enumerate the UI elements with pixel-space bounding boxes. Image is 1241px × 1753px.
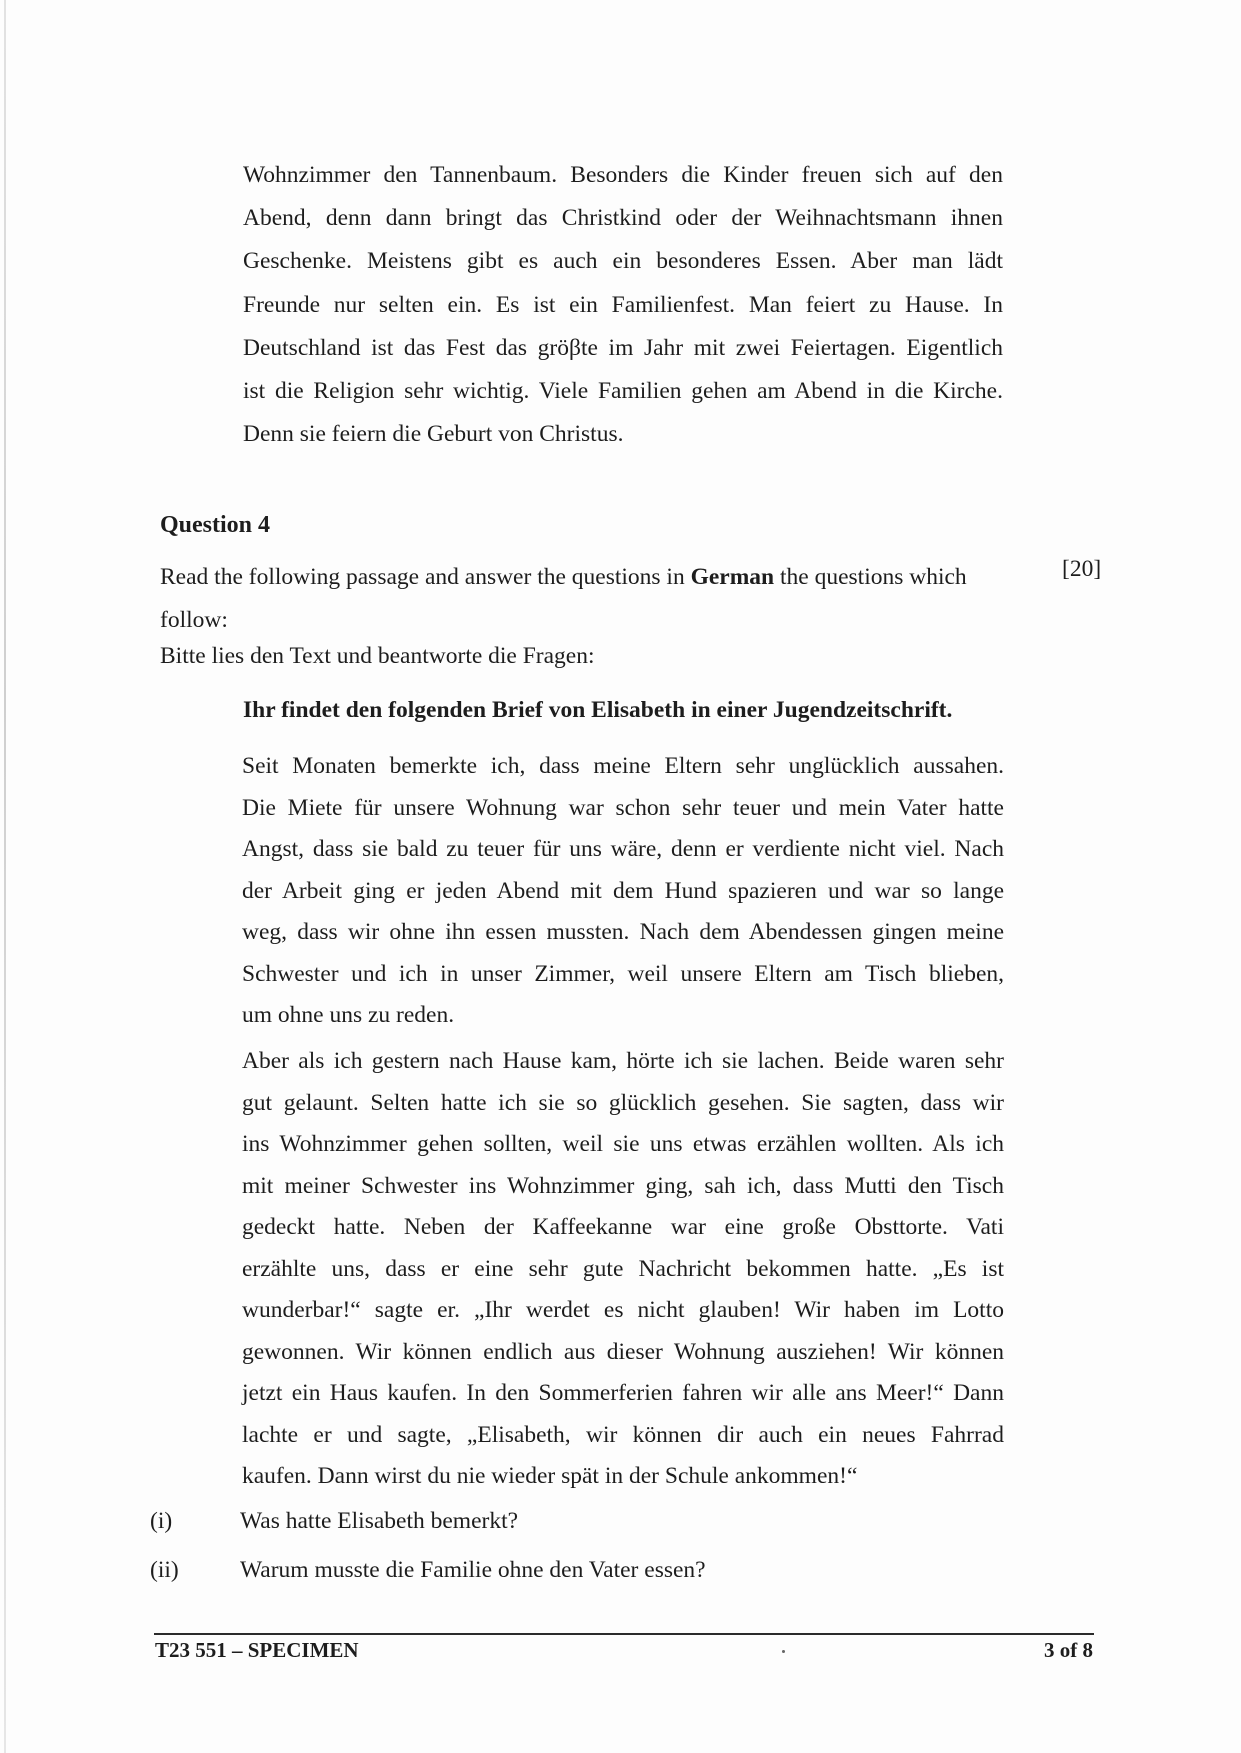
question-marks: [20] [1062,556,1102,582]
question-heading: Question 4 [160,512,271,538]
instruction-text: Read the following passage and answer the questions in [160,564,691,590]
letter-line: wunderbar!“ sagte er. „Ihr werdet es nicht glauben! Wir haben im Lotto [242,1297,1004,1323]
letter-line: gut gelaunt. Selten hatte ich sie so glücklich gesehen. Sie sagten, dass wir [242,1089,1004,1116]
scan-speck [782,1650,785,1653]
question-instruction-german: Bitte lies den Text und beantworte die Fragen: [160,643,595,669]
footer-paper-code: T23 551 – SPECIMEN [155,1638,359,1662]
letter-line: lachte er und sagte, „Elisabeth, wir können dir auch ein neues Fahrrad [242,1421,1004,1448]
letter-line: kaufen. Dann wirst du nie wieder spät in der Schule ankommen!“ [242,1463,858,1489]
paragraph-line: Denn sie feiern die Geburt von Christus. [243,421,624,448]
sub-question-number: (i) [150,1508,173,1534]
letter-line: um ohne uns zu reden. [242,1002,455,1028]
letter-line: Schwester und ich in unser Zimmer, weil unsere Eltern am Tisch blieben, [242,960,1004,987]
footer-page-number: 3 of 8 [1044,1638,1093,1662]
letter-line: Seit Monaten bemerkte ich, dass meine Eltern sehr unglücklich aussahen. [242,753,1004,779]
letter-line: ins Wohnzimmer gehen sollten, weil sie uns etwas erzählen wollten. Als ich [242,1131,1004,1157]
sub-question-number: (ii) [150,1557,179,1583]
letter-line: gewonnen. Wir können endlich aus dieser Wohnung ausziehen! Wir können [242,1338,1004,1365]
paragraph-line: Wohnzimmer den Tannenbaum. Besonders die Kinder freuen sich auf den [243,162,1003,188]
intro-paragraph [243,154,1003,456]
letter-paragraph-1 [242,746,1004,1037]
letter-title: Ihr findet den folgenden Brief von Elisabeth in einer Jugendzeitschrift. [243,697,953,723]
scan-edge [4,0,6,1753]
sub-question-text: Was hatte Elisabeth bemerkt? [240,1508,519,1534]
letter-line: der Arbeit ging er jeden Abend mit dem Hund spazieren und war so lange [242,877,1004,904]
letter-paragraph-2 [242,1041,1004,1498]
paragraph-line: Freunde nur selten ein. Es ist ein Familienfest. Man feiert zu Hause. In [243,291,1003,318]
letter-line: mit meiner Schwester ins Wohnzimmer ging, sah ich, dass Mutti den Tisch [242,1172,1004,1199]
paragraph-line: ist die Religion sehr wichtig. Viele Familien gehen am Abend in die Kirche. [243,378,1003,405]
footer-divider [154,1633,1094,1635]
paragraph-line: Geschenke. Meistens gibt es auch ein besonderes Essen. Aber man lädt [243,248,1003,275]
letter-line: erzählte uns, dass er eine sehr gute Nachricht bekommen hatte. „Es ist [242,1255,1004,1282]
instruction-language: German [690,564,775,590]
instruction-text-end: the questions which follow: [160,564,967,633]
paragraph-line: Deutschland ist das Fest das gröβte im Jahr mit zwei Feiertagen. Eigentlich [243,334,1003,361]
letter-line: gedeckt hatte. Neben der Kaffeekanne war eine große Obsttorte. Vati [242,1214,1004,1240]
letter-line: Die Miete für unsere Wohnung war schon sehr teuer und mein Vater hatte [242,794,1004,821]
sub-question-text: Warum musste die Familie ohne den Vater essen? [240,1557,706,1583]
question-instruction [160,556,1010,642]
letter-line: weg, dass wir ohne ihn essen mussten. Nach dem Abendessen gingen meine [242,919,1004,945]
letter-line: Aber als ich gestern nach Hause kam, hörte ich sie lachen. Beide waren sehr [242,1048,1004,1074]
letter-line: Angst, dass sie bald zu teuer für uns wäre, denn er verdiente nicht viel. Nach [242,836,1004,862]
paragraph-line: Abend, denn dann bringt das Christkind oder der Weihnachtsmann ihnen [243,205,1003,232]
letter-line: jetzt ein Haus kaufen. In den Sommerferien fahren wir alle ans Meer!“ Dann [242,1380,1004,1406]
